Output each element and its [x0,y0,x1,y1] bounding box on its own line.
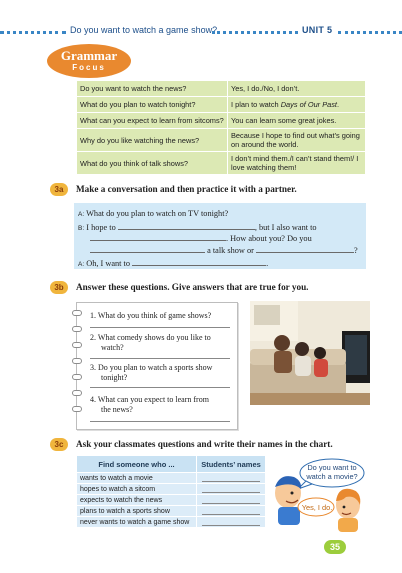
spiral-ring [72,358,82,364]
section-number-3a: 3a [50,183,68,196]
row-label: plans to watch a sports show [77,506,197,517]
row-label: wants to watch a movie [77,473,197,484]
badge-title: Grammar [60,48,118,63]
spiral-ring [72,374,82,380]
answer-text: I plan to watch [231,100,281,109]
badge-subtitle: Focus [72,63,106,72]
name-line [202,496,260,504]
question-2-cont: watch? [101,343,124,352]
name-cell[interactable] [197,484,266,495]
speaker-b: B: [78,225,85,232]
section-number-3c: 3c [50,438,68,451]
section-number-3b: 3b [50,281,68,294]
question-3 [90,363,212,373]
name-line [202,518,260,526]
conversation-line-1 [78,209,228,218]
line-text: What do you plan to watch on TV tonight? [86,209,229,218]
grammar-row [77,152,366,175]
question-number: 4. [90,395,96,404]
name-cell[interactable] [197,495,266,506]
grammar-row [77,97,366,113]
line-text: . How about you? Do you [226,234,312,243]
answer-line[interactable] [90,387,230,388]
header-dots-left [0,31,66,34]
question-4 [90,395,209,405]
page-number: 35 [324,540,346,554]
girl-figure [336,489,360,532]
line-text: , but I also want to [254,223,317,232]
row-label: hopes to watch a sitcom [77,484,197,495]
speaker-a: A: [78,261,85,268]
question-2 [90,333,211,343]
family-tv-photo [250,301,370,405]
speaker-a: A: [78,211,85,218]
spiral-ring [72,406,82,412]
table-row [77,506,266,517]
grammar-answer: I don’t mind them./I can’t stand them!/ I love watching them! [228,152,366,175]
conversation-line-2 [78,221,317,232]
conversation-line-3 [90,232,312,243]
header-dots-right [338,31,402,34]
instruction-3b: Answer these questions. Give answers that are true for you. [76,282,309,292]
question-1 [90,311,211,321]
name-line [202,507,260,515]
conversation-line-5 [78,257,268,268]
spiral-ring [72,326,82,332]
grammar-question: What do you plan to watch tonight? [77,97,228,113]
grammar-row [77,81,366,97]
question-text: What can you expect to learn from [97,395,209,404]
blank-field[interactable] [90,232,226,241]
question-3-cont: tonight? [101,373,128,382]
unit-label: UNIT 5 [302,25,333,35]
name-cell[interactable] [197,506,266,517]
grammar-question: Why do you like watching the news? [77,129,228,152]
grammar-question: What can you expect to learn from sitcoms? [77,113,228,129]
row-label: never wants to watch a game show [77,517,197,528]
grammar-answer: You can learn some great jokes. [228,113,366,129]
row-label: expects to watch the news [77,495,197,506]
blank-field[interactable] [132,257,269,268]
table-row [77,495,266,506]
spiral-ring [72,310,82,316]
line-text: . [266,259,269,268]
grammar-table [76,80,366,175]
answer-line[interactable] [90,358,230,359]
column-header-find: Find someone who ... [77,456,197,473]
name-line [202,474,260,482]
conversation-line-4 [90,244,358,255]
table-row [77,484,266,495]
grammar-answer: Because I hope to find out what’s going on around the world. [228,129,366,152]
question-text: What do you think of game shows? [97,311,212,320]
speech-bubble-answer: Yes, I do. [301,503,333,512]
question-number: 2. [90,333,96,342]
header-dots-middle [212,31,298,34]
speech-bubble-question: Do you want to watch a movie? [306,463,358,481]
answer-line[interactable] [90,327,230,328]
question-number: 3. [90,363,96,372]
survey-chart [76,455,266,528]
table-row [77,517,266,528]
instruction-3c: Ask your classmates questions and write their names in the chart. [76,439,333,449]
boy-figure [275,476,301,525]
line-text: a talk show or [207,246,254,255]
show-title: Days of Our Past [280,100,337,109]
question-text: Do you plan to watch a sports show [98,363,213,372]
header-title: Do you want to watch a game show? [70,25,218,35]
question-4-cont: the news? [101,405,133,414]
grammar-answer: Yes, I do./No, I don’t. [228,81,366,97]
spiral-ring [72,342,82,348]
instruction-3a: Make a conversation and then practice it with a partner. [76,184,297,194]
spiral-ring [72,390,82,396]
blank-field[interactable] [118,221,255,230]
name-line [202,485,260,493]
answer-end: . [337,100,340,109]
column-header-names: Students’ names [197,456,266,473]
blank-field[interactable] [256,244,354,253]
answer-line[interactable] [90,421,230,422]
grammar-question: Do you want to watch the news? [77,81,228,97]
line-text: ? [353,246,358,255]
grammar-row [77,113,366,129]
line-text: I hope to [86,223,116,232]
name-cell[interactable] [197,517,266,528]
grammar-answer [228,97,366,113]
question-text: What comedy shows do you like to [97,333,211,342]
table-row [77,473,266,484]
name-cell[interactable] [197,473,266,484]
family-tv-illustration [250,301,370,405]
chart-header-row [77,456,266,473]
grammar-row [77,129,366,152]
blank-field[interactable] [90,244,205,253]
line-text: Oh, I want to [86,259,131,268]
question-number: 1. [90,311,96,320]
grammar-question: What do you think of talk shows? [77,152,228,175]
